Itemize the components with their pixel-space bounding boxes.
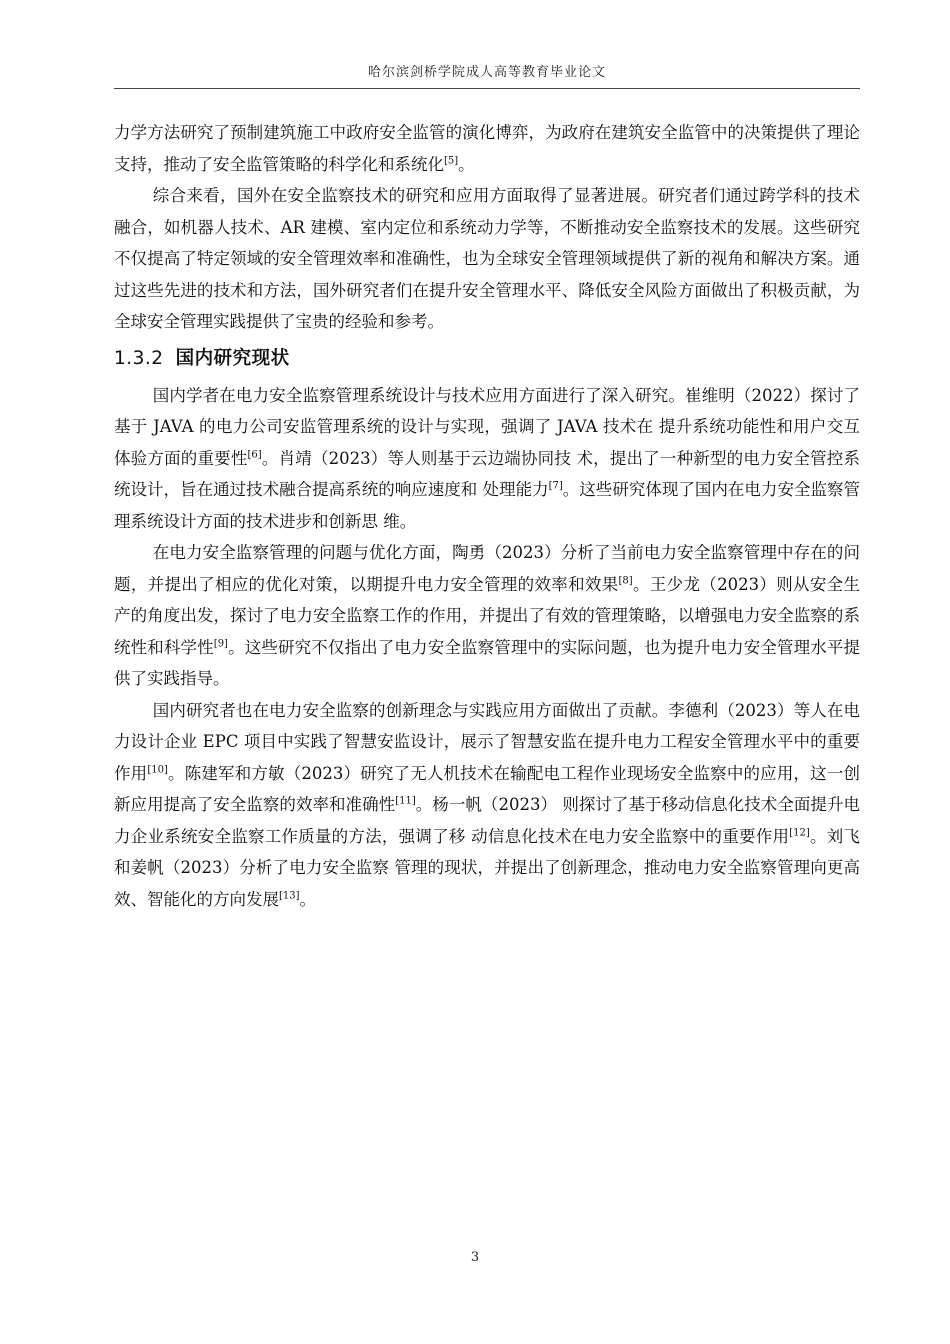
section-heading	[114, 344, 860, 374]
paragraph-optimization	[114, 537, 860, 695]
paragraph-text: 。	[299, 889, 317, 909]
page-number: 3	[470, 1250, 480, 1265]
running-header: 哈尔滨剑桥学院成人高等教育毕业论文	[367, 65, 606, 80]
paragraph-text: 。王少龙（2023）则从安全生产的角度出发，探讨了电力安全监察工作的作用，并提出了有效的管理策略，以增强电力安全监察的系统性和科学性	[114, 574, 861, 657]
citation-ref: [8]	[618, 575, 633, 586]
paragraph-text: 。陈建军和方敏（2023）研究了无人机技术在输配电工程作业现场安全监察中的应用，这一创新应用提高了安全监察的效率和准确性	[114, 763, 861, 814]
citation-ref: [11]	[395, 795, 416, 807]
paragraph-text: 。刘飞和姜帆（2023）分析了电力安全监察 管理的现状，并提出了创新理念，推动电力安全监察管理向更高效、智能化的方向发展	[114, 826, 860, 909]
paragraph-text: 。这些研究体现了国内在电力安全监察管理系统设计方面的技术进步和创新思 维。	[114, 480, 860, 531]
citation-ref: [5]	[444, 155, 459, 166]
paragraph-text: 。	[458, 154, 475, 174]
paragraph-text: 。杨一帆（2023） 则探讨了基于移动信息化技术全面提升电力企业系统安全监察工作质量的方法，强调了移 动信息化技术在电力安全监察中的重要作用	[114, 795, 860, 846]
citation-ref: [13]	[279, 890, 300, 901]
paragraph-summary: 综合来看，国外在安全监察技术的研究和应用方面取得了显著进展。研究者们通过跨学科的技术融合，如机器人技术、AR 建模、室内定位和系统动力学等，不断推动安全监察技术的发展。这些研究不仅提高了特定领域的安全管理效率和准确性，也为全球安全管理领域提供了新的视角和解决方案。通过这些先进的技术和方法，国外研究者们在提升安全管理水平、降低安全风险方面做出了积极贡献，为全球安全管理实践提供了宝贵的经验和参考。	[114, 186, 860, 331]
paragraph-text: 在电力安全监察管理的问题与优化方面，陶勇（2023）分析了当前电力安全监察管理中存在的问题，并提出了相应的优化对策，以期提升电力安全管理的效率和效果	[114, 543, 860, 594]
paragraph-system-design	[114, 380, 860, 538]
paragraph-continued	[114, 117, 860, 180]
paragraph-text: 力学方法研究了预制建筑施工中政府安全监管的演化博弈，为政府在建筑安全监管中的决策提供了理论支持，推动了安全监管策略的科学化和系统化	[114, 123, 860, 174]
paragraph-text: 。这些研究不仅指出了电力安全监察管理中的实际问题，也为提升电力安全管理水平提供了实践指导。	[114, 637, 861, 688]
paragraph-innovation	[114, 695, 860, 916]
section-number: 1.3.2	[114, 347, 164, 369]
citation-ref: [10]	[147, 764, 168, 775]
section-title: 国内研究现状	[175, 347, 290, 369]
body-text	[114, 117, 860, 915]
citation-ref: [6]	[247, 449, 262, 460]
citation-ref: [12]	[789, 827, 810, 838]
paragraph-text: 国内学者在电力安全监察管理系统设计与技术应用方面进行了深入研究。崔维明（2022）探讨了基于 JAVA 的电力公司安监管理系统的设计与实现，强调了 JAVA 技术在 提升系统功能性和用户交互体验方面的重要性	[114, 385, 860, 468]
header-rule	[114, 88, 860, 89]
citation-ref: [9]	[213, 638, 228, 649]
paragraph-text: 国内研究者也在电力安全监察的创新理念与实践应用方面做出了贡献。李德利（2023）等人在电力设计企业 EPC 项目中实践了智慧安监设计，展示了智慧安监在提升电力工程安全管理水平中的重要作用	[114, 700, 860, 783]
citation-ref: [7]	[548, 480, 563, 492]
paragraph-text: 。肖靖（2023）等人则基于云边端协同技 术，提出了一种新型的电力安全管控系统设计，旨在通过技术融合提高系统的响应速度和 处理能力	[114, 448, 860, 499]
